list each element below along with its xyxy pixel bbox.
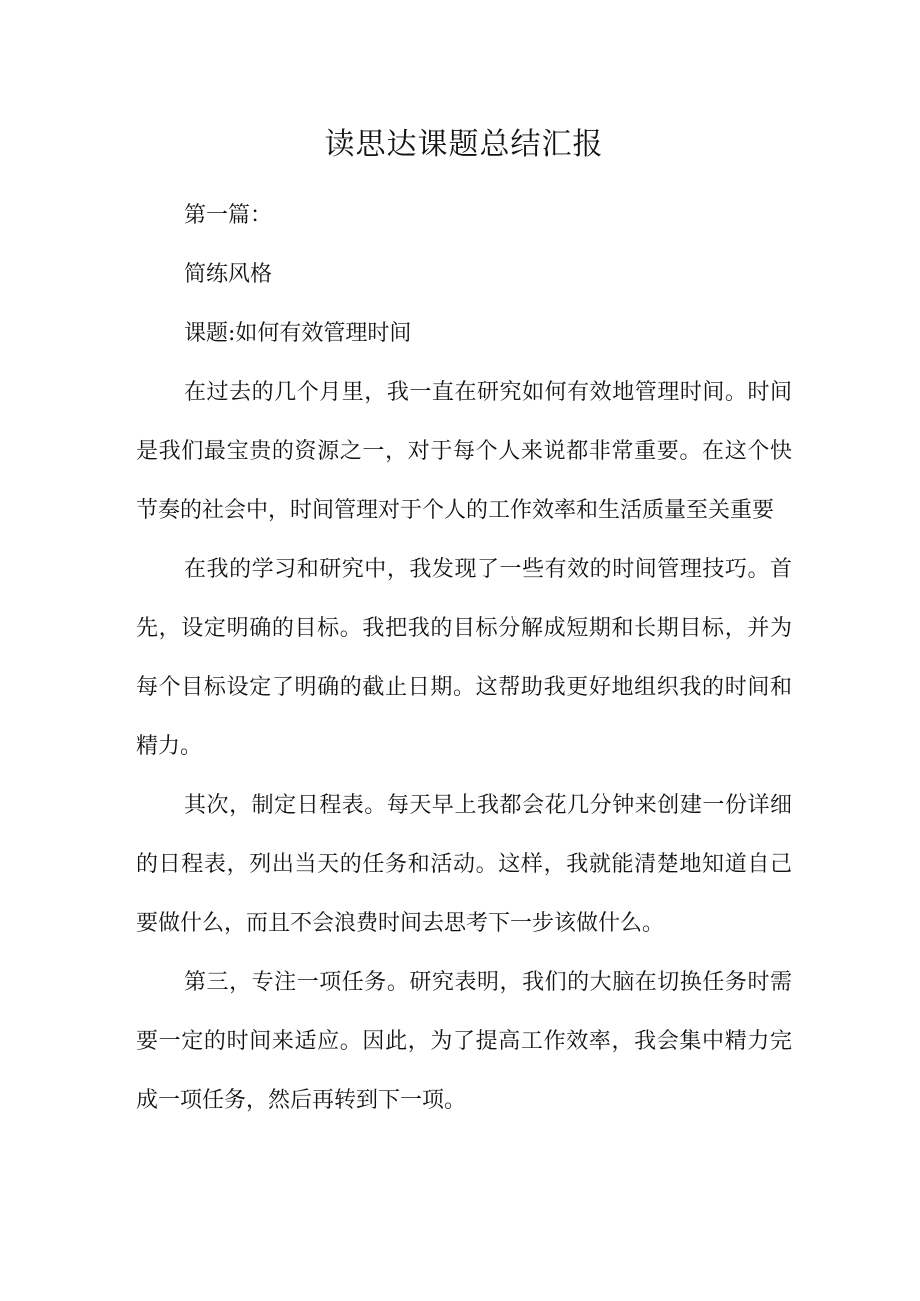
paragraph-goals: 在我的学习和研究中，我发现了一些有效的时间管理技巧。首先，设定明确的目标。我把我的目标分解成短期和长期目标，并为每个目标设定了明确的截止日期。这帮助我更好地组织我的时间和精力。 [136,557,792,759]
chapter-heading: 第一篇： [184,203,273,228]
paragraph-focus: 第三，专注一项任务。研究表明，我们的大脑在切换任务时需要一定的时间来适应。因此，为了提高工作效率，我会集中精力完成一项任务，然后再转到下一项。 [136,970,792,1113]
paragraph-schedule: 其次，制定日程表。每天早上我都会花几分钟来创建一份详细的日程表，列出当天的任务和活动。这样，我就能清楚地知道自己要做什么，而且不会浪费时间去思考下一步该做什么。 [136,793,792,936]
paragraph-intro: 在过去的几个月里，我一直在研究如何有效地管理时间。时间是我们最宝贵的资源之一，对于每个人来说都非常重要。在这个快节奏的社会中，时间管理对于个人的工作效率和生活质量至关重要 [136,380,792,523]
style-label: 简练风格 [184,262,273,287]
document-title: 读思达课题总结汇报 [324,127,604,162]
topic-line: 课题:如何有效管理时间 [184,321,412,346]
